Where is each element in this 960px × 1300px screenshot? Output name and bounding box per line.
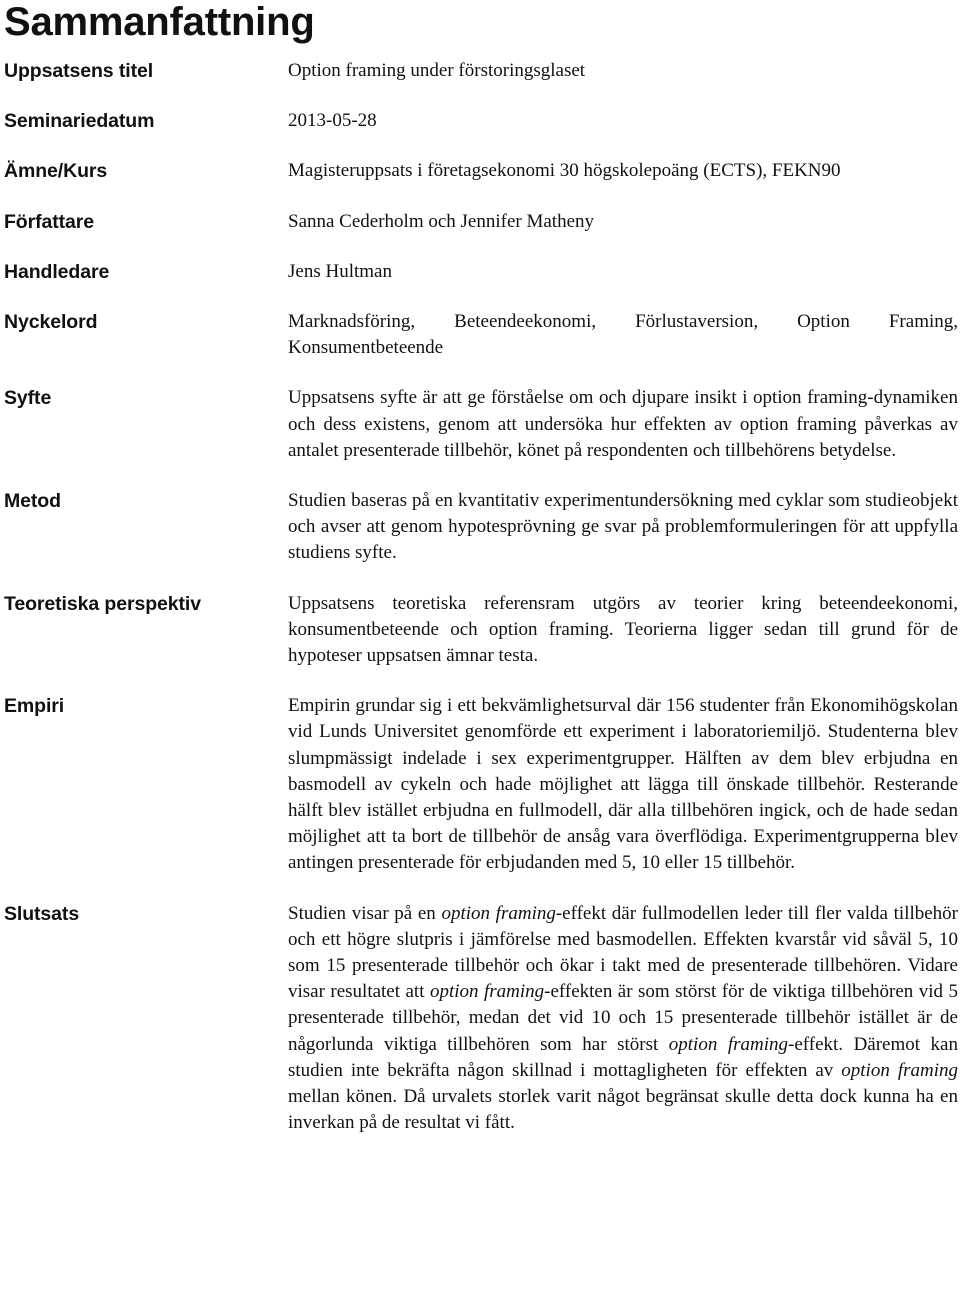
page-title: Sammanfattning bbox=[4, 0, 315, 44]
field-label: Handledare bbox=[4, 260, 110, 283]
conclusion-emphasis: option framing bbox=[841, 1059, 958, 1081]
conclusion-segment: mellan könen. Då urvalets storlek varit något begränsat skulle detta dock kunna ha en inverkan på de resultat vi fått. bbox=[288, 1086, 958, 1134]
field-label: Empiri bbox=[4, 695, 65, 718]
field-value: Option framing under förstoringsglaset bbox=[288, 60, 586, 81]
conclusion-segment: -effekt där fullmodellen leder till fler valda tillbehör och ett högre slutpris i jämförelse med basmodellen. Effekten kvarstår vid såväl 5, 10 som 15 presenterade tillbehör och ökar i takt med de presenterade tillbehören. Vidare visar resultatet att bbox=[288, 902, 959, 1003]
field-value: Empirin grundar sig i ett bekvämlighetsurval där 156 studenter från Ekonomihögskolan vid Lunds Universitet genomförde ett experiment i laboratoriemiljö. Studenterna blev slumpmässigt indelade i sex experimentgrupper. Hälften av dem blev erbjudna en basmodell av cykeln och hade möjlighet att lägga till önskade tillbehör. Resterande hälft blev istället erbjudna en fullmodell, där alla tillbehören ingick, och de hade sedan möjlighet att ta bort de tillbehör de ansåg vara överflödiga. Experimentgrupperna blev antingen presenterade för erbjudanden med 5, 10 eller 15 tillbehör. bbox=[288, 695, 958, 874]
conclusion-emphasis: option framing bbox=[441, 902, 556, 924]
field-row-keywords bbox=[4, 309, 958, 361]
document-page bbox=[4, 0, 958, 1137]
field-value bbox=[288, 901, 958, 1137]
conclusion-emphasis: option framing bbox=[429, 981, 545, 1003]
field-row-purpose bbox=[4, 385, 958, 464]
field-label: Ämne/Kurs bbox=[4, 160, 108, 183]
field-value: Uppsatsens teoretiska referensram utgörs av teorier kring beteendeekonomi, konsumentbeteende och option framing. Teorierna ligger sedan till grund för de hypoteser uppsatsen ämnar testa. bbox=[288, 592, 958, 667]
field-row-seminar-date bbox=[4, 108, 958, 134]
summary-table bbox=[4, 58, 958, 1137]
field-value: Uppsatsens syfte är att ge förståelse om och djupare insikt i option framing-dynamiken och dess existens, genom att undersöka hur effekten av option framing påverkas av antalet presenterade tillbehör, könet på respondenten och tillbehörens betydelse. bbox=[288, 387, 958, 461]
field-row-conclusion bbox=[4, 901, 958, 1137]
conclusion-segment: -effekten är som störst för de viktiga tillbehören vid 5 presenterade tillbehör, medan det vid 10 och 15 presenterade tillbehör istället är de någorlunda viktiga tillbehören som har störst bbox=[288, 981, 958, 1055]
field-label: Slutsats bbox=[4, 902, 80, 925]
field-value: Marknadsföring, Beteendeekonomi, Förlustaversion, Option Framing, Konsumentbeteende bbox=[288, 311, 958, 359]
field-label: Syfte bbox=[4, 387, 52, 410]
field-row-subject-course bbox=[4, 158, 958, 184]
field-row-theoretical-perspective bbox=[4, 591, 958, 670]
field-row-title bbox=[4, 58, 958, 84]
field-label: Uppsatsens titel bbox=[4, 60, 154, 82]
conclusion-segment: -effekt. Däremot kan studien inte bekräfta någon skillnad i mottagligheten för effekten av bbox=[288, 1033, 958, 1081]
field-label: Teoretiska perspektiv bbox=[4, 592, 201, 615]
field-value: 2013-05-28 bbox=[288, 110, 377, 132]
field-row-supervisor bbox=[4, 259, 958, 285]
conclusion-segment: Studien visar på en bbox=[288, 902, 442, 924]
field-row-authors bbox=[4, 209, 958, 235]
field-label: Författare bbox=[4, 210, 95, 233]
field-label: Nyckelord bbox=[4, 311, 98, 334]
conclusion-emphasis: option framing bbox=[668, 1033, 789, 1055]
field-label: Metod bbox=[4, 490, 61, 513]
field-value: Magisteruppsats i företagsekonomi 30 högskolepoäng (ECTS), FEKN90 bbox=[288, 160, 841, 182]
field-row-method bbox=[4, 488, 958, 567]
field-value: Studien baseras på en kvantitativ experimentundersökning med cyklar som studieobjekt och avser att genom hypotesprövning ge svar på problemformuleringen för att uppfylla studiens syfte. bbox=[288, 490, 958, 564]
field-row-empirics bbox=[4, 693, 958, 876]
field-label: Seminariedatum bbox=[4, 110, 155, 133]
field-value: Jens Hultman bbox=[288, 260, 392, 282]
field-value: Sanna Cederholm och Jennifer Matheny bbox=[288, 210, 595, 232]
